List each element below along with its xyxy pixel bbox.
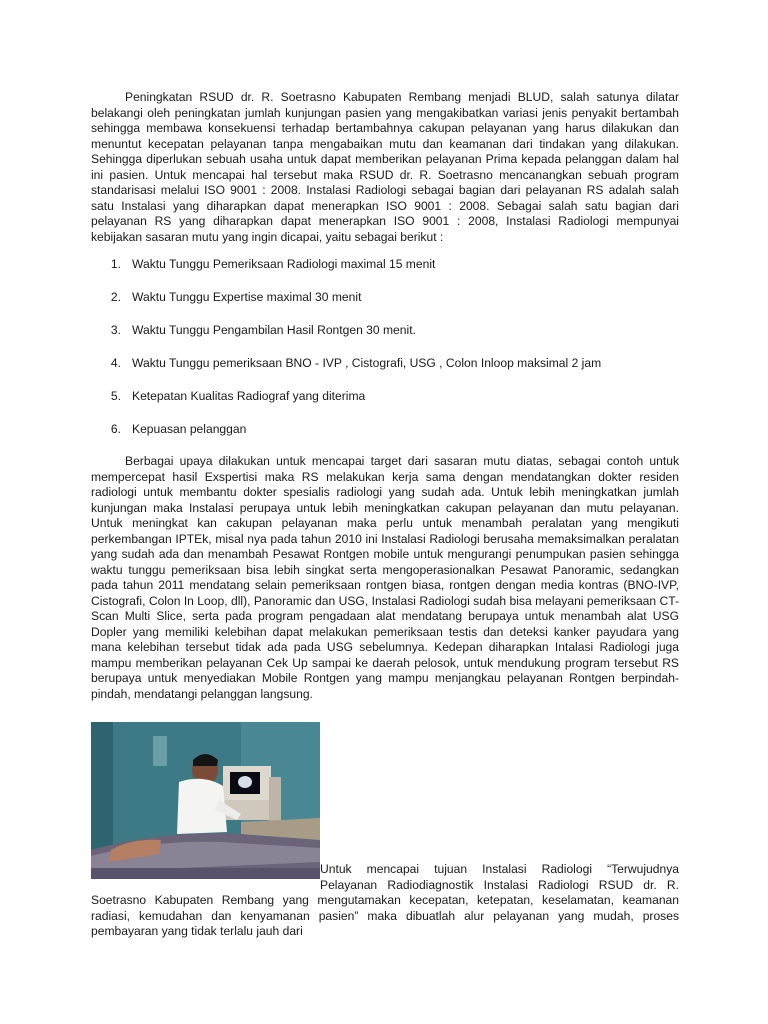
- list-item: [91, 323, 679, 356]
- list-item: [91, 290, 679, 323]
- figure-section: [91, 722, 679, 940]
- list-text: Waktu Tunggu pemeriksaan BNO - IVP , Cistografi, USG , Colon Inloop maksimal 2 jam: [132, 356, 602, 370]
- list-text: Waktu Tunggu Expertise maximal 30 menit: [132, 290, 362, 304]
- quality-target-list: [91, 257, 679, 455]
- paragraph-intro: Peningkatan RSUD dr. R. Soetrasno Kabupaten Rembang menjadi BLUD, salah satunya dilatar belakangi oleh peningkatan jumlah kunjungan pasien yang mengakibatkan variasi jenis penyakit bertambah sehingga membawa konsekuensi terhadap bertambahnya cakupan pelayanan yang harus dilakukan dan menuntut kecepatan pelayanan tanpa mengabaikan mutu dan keamanan dari tindakan yang dilakukan. Sehingga diperlukan sebuah usaha untuk dapat memberikan pelayanan Prima kepada pelanggan dalam hal ini pasien. Untuk mencapai hal tersebut maka RSUD dr. R. Soetrasno mencanangkan sebuah program standarisasi melalui ISO 9001 : 2008. Instalasi Radiologi sebagai bagian dari pelayanan RS adalah salah satu Instalasi yang diharapkan dapat menerapkan ISO 9001 : 2008. Sebagai salah satu bagian dari pelayanan RS yang diharapkan dapat menerapkan ISO 9001 : 2008, Instalasi Radiologi mempunyai kebijakan sasaran mutu yang ingin dicapai, yaitu sebagai berikut :: [91, 90, 679, 244]
- list-number: 4.: [110, 356, 121, 370]
- list-number: 2.: [110, 290, 121, 304]
- list-number: 1.: [110, 257, 121, 271]
- list-number: 5.: [110, 389, 121, 403]
- list-text: Waktu Tunggu Pemeriksaan Radiologi maximal 15 menit: [132, 257, 436, 271]
- list-number: 6.: [110, 422, 121, 436]
- paragraph-goal-text: Untuk mencapai tujuan Instalasi Radiologi “Terwujudnya Pelayanan Radiodiagnostik Instalasi Radiologi RSUD dr. R. Soetrasno Kabupaten Rembang yang mengutamakan kecepatan, ketepatan, keselamatan, keamanan radiasi, kemudahan dan kenyamanan pasien” maka dibuatlah alur pelayanan yang mudah, proses pembayaran yang tidak terlalu jauh dari: [91, 862, 679, 938]
- paragraph-efforts: Berbagai upaya dilakukan untuk mencapai target dari sasaran mutu diatas, sebagai contoh untuk mempercepat hasil Exspertisi maka RS melakukan kerja sama dengan mendatangkan dokter residen radiologi untuk membantu dokter spesialis radiologi yang sudah ada. Untuk lebih meningkatkan jumlah kunjungan maka Instalasi perupaya untuk lebih meningkatkan cakupan pelayanan dan mutu pelayanan. Untuk meningkat kan cakupan pelayanan maka perlu untuk menambah peralatan yang mengikuti perkembangan IPTEk, misal nya pada tahun 2010 ini Instalasi Radiologi berusaha memaksimalkan peralatan yang sudah ada dan menambah Pesawat Rontgen mobile untuk mengurangi penumpukan pasien sehingga waktu tunggu pemeriksaan bisa lebih singkat serta mengoperasionalkan Pesawat Panoramic, sedangkan pada tahun 2011 mendatang selain pemeriksaan rontgen biasa, rontgen dengan media kontras (BNO-IVP, Cistografi, Colon In Loop, dll), Panoramic dan USG, Instalasi Radiologi sudah bisa melayani pemeriksaan CT-Scan Multi Slice, serta pada program pengadaan alat mendatang berupaya untuk menambah alat USG Dopler yang memiliki kelebihan dapat melakukan pemeriksaan testis dan deteksi kanker payudara yang mana kelebihan tersebut tidak ada pada USG sebelumnya. Kedepan diharapkan Intalasi Radiologi juga mampu memberikan pelayanan Cek Up sampai ke daerah pelosok, untuk mendukung program tersebut RS berupaya untuk menyediakan Mobile Rontgen yang mampu menjangkau pelayanan Rontgen berpindah-pindah, mendatangi pelanggan langsung.: [91, 454, 679, 701]
- list-number: 3.: [110, 323, 121, 337]
- list-item: [91, 422, 679, 455]
- list-text: Waktu Tunggu Pengambilan Hasil Rontgen 30 menit.: [132, 323, 416, 337]
- document-page: [91, 90, 679, 940]
- list-item: [91, 389, 679, 422]
- list-text: Ketepatan Kualitas Radiograf yang diterima: [132, 389, 366, 403]
- list-item: [91, 356, 679, 389]
- list-text: Kepuasan pelanggan: [132, 422, 247, 436]
- list-item: [91, 257, 679, 290]
- ultrasound-photo: [91, 722, 320, 879]
